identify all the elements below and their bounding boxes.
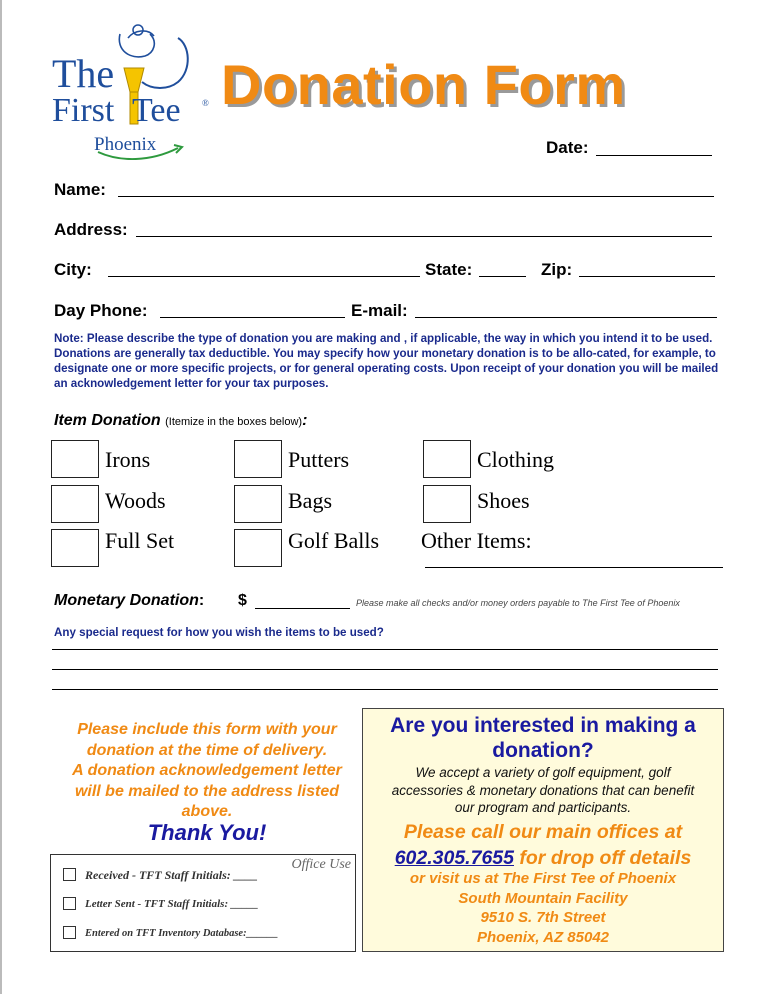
promo-call-line: Please call our main offices at [403, 821, 683, 843]
item-donation-instructions: (Itemize in the boxes below) [165, 416, 303, 428]
promo-heading-line: donation? [492, 739, 594, 762]
delivery-message [52, 720, 362, 823]
page-edge [0, 0, 2, 994]
letter-sent-line: Letter Sent - TFT Staff Initials: _____ [85, 898, 259, 910]
first-tee-logo [50, 20, 220, 160]
thank-you: Thank You! [147, 820, 267, 845]
name-field[interactable] [118, 196, 714, 197]
promo-call-line-2 [363, 845, 723, 871]
logo-word-tee: Tee [132, 92, 181, 129]
promo-street-line: 9510 S. 7th Street [480, 909, 606, 926]
city-field[interactable] [108, 276, 420, 277]
promo-address [363, 869, 723, 947]
full-set-label: Full Set [105, 528, 175, 553]
shoes-label: Shoes [477, 488, 530, 513]
special-request-label: Any special request for how you wish the items to be used? [54, 626, 384, 639]
special-request-line-3[interactable] [52, 689, 718, 690]
zip-field[interactable] [579, 276, 715, 277]
state-field[interactable] [479, 276, 526, 277]
delivery-message-line: Please include this form with your [77, 721, 337, 738]
letter-sent-checkbox[interactable] [63, 897, 76, 910]
promo-heading [363, 713, 723, 763]
item-donation-heading [54, 412, 307, 430]
logo-registered-mark: ® [202, 98, 209, 108]
email-label: E-mail: [351, 301, 408, 320]
promo-heading-line: Are you interested in making a [390, 714, 696, 737]
monetary-label-text: Monetary Donation [54, 592, 199, 609]
delivery-message-line: will be mailed to the address listed [74, 782, 340, 800]
name-label: Name: [54, 180, 106, 199]
item-donation-title: Item Donation [54, 412, 161, 429]
clothing-label: Clothing [477, 447, 555, 472]
logo-word-the: The [52, 51, 115, 96]
bags-checkbox[interactable] [234, 485, 282, 523]
promo-city-line: Phoenix, AZ 85042 [477, 928, 609, 946]
woods-label: Woods [105, 488, 166, 513]
office-use-title: Office Use [291, 857, 351, 872]
city-label: City: [54, 260, 92, 279]
zip-label: Zip: [541, 260, 573, 279]
page-title: Donation Form [221, 53, 626, 116]
monetary-donation-label [54, 592, 204, 610]
other-items-label: Other Items: [421, 528, 532, 553]
promo-body-line: We accept a variety of golf equipment, golf [415, 765, 671, 780]
promo-body [363, 764, 723, 817]
item-donation-colon: : [302, 412, 308, 429]
other-items-field[interactable] [425, 567, 723, 568]
shoes-checkbox[interactable] [423, 485, 471, 523]
office-use-box [50, 854, 356, 952]
promo-dropoff-text: for drop off details [513, 847, 692, 869]
address-label: Address: [54, 220, 128, 239]
day-phone-field[interactable] [160, 317, 345, 318]
promo-facility-line: South Mountain Facility [458, 889, 628, 907]
bags-label: Bags [288, 488, 332, 513]
email-field[interactable] [415, 317, 717, 318]
delivery-message-line: A donation acknowledgement letter [72, 762, 342, 779]
state-label: State: [425, 260, 473, 279]
address-field[interactable] [136, 236, 712, 237]
received-checkbox[interactable] [63, 868, 76, 881]
dollar-sign: $ [238, 592, 247, 609]
golf-balls-label: Golf Balls [288, 528, 380, 553]
payable-note: Please make all checks and/or money orders payable to The First Tee of Phoenix [356, 598, 680, 608]
logo-word-first: First [52, 92, 115, 129]
woods-checkbox[interactable] [51, 485, 99, 523]
date-label: Date: [546, 138, 589, 157]
irons-label: Irons [105, 447, 151, 472]
logo-word-phoenix: Phoenix [94, 134, 157, 155]
monetary-amount-field[interactable] [255, 608, 350, 609]
day-phone-label: Day Phone: [54, 301, 148, 320]
special-request-line-1[interactable] [52, 649, 718, 650]
received-line: Received - TFT Staff Initials: ____ [85, 868, 258, 882]
promo-visit-line: or visit us at The First Tee of Phoenix [409, 870, 677, 887]
full-set-checkbox[interactable] [51, 529, 99, 567]
promo-call [363, 819, 723, 871]
database-line: Entered on TFT Inventory Database:______ [85, 928, 279, 939]
donation-note: Note: Please describe the type of donation you are making and , if applicable, the way in which you intend it to be used. Donations are generally tax deductible. You may specify how your monetary donation is to be allo-cated, for example, to designate one or more specific projects, or for general operating costs. Upon receipt of your donation you will be mailed an acknowledgement letter for your tax purposes. [54, 332, 719, 390]
putters-label: Putters [288, 447, 350, 472]
irons-checkbox[interactable] [51, 440, 99, 478]
phone-number-link[interactable]: 602.305.7655 [394, 847, 514, 869]
putters-checkbox[interactable] [234, 440, 282, 478]
promo-body-line: accessories & monetary donations that can benefit [391, 782, 695, 798]
golf-balls-checkbox[interactable] [234, 529, 282, 567]
database-checkbox[interactable] [63, 926, 76, 939]
delivery-message-line: donation at the time of delivery. [86, 741, 328, 759]
promo-box [362, 708, 724, 952]
promo-body-line: our program and participants. [454, 800, 632, 815]
special-request-line-2[interactable] [52, 669, 718, 670]
delivery-message-line: above. [181, 803, 233, 820]
clothing-checkbox[interactable] [423, 440, 471, 478]
monetary-colon: : [198, 592, 205, 609]
date-field[interactable] [596, 155, 712, 156]
